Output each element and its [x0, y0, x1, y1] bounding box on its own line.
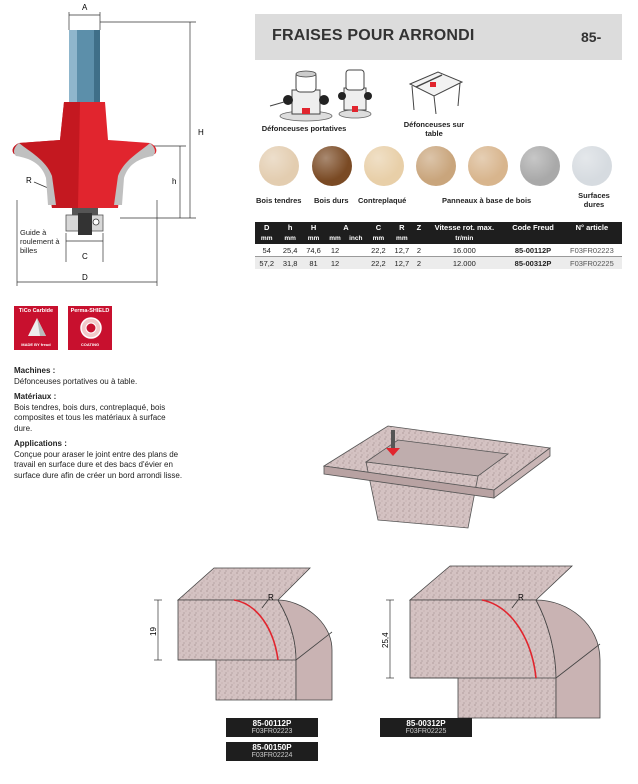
material-swatch-softwood: [259, 146, 299, 186]
table-units-row: [255, 233, 622, 244]
material-swatch-plywood: [364, 146, 404, 186]
dim-h-label: H: [198, 128, 204, 137]
cell: 57,2: [255, 257, 278, 270]
cell: 54: [255, 244, 278, 257]
cell: 16.000: [424, 244, 504, 257]
material-label-panels: Panneaux à base de bois: [442, 196, 532, 205]
cell: [345, 244, 367, 257]
profile-2-radius-label: R: [518, 593, 524, 602]
col-header-c: C: [367, 222, 390, 233]
unit-cell: mm: [302, 233, 325, 244]
col-header-z: Z: [414, 222, 425, 233]
router-table-icon: [404, 66, 464, 116]
cell: [345, 257, 367, 270]
page-title: FRAISES POUR ARRONDI: [272, 27, 475, 44]
table-row: [255, 257, 622, 270]
cell: 25,4: [278, 244, 301, 257]
dim-a-label: A: [82, 3, 88, 12]
material-label-plywood: Contreplaqué: [358, 196, 407, 205]
bearing-guide-label: Guide à roulement à billes: [20, 228, 60, 255]
article-number: F03FR02225: [405, 728, 447, 735]
router-bit-diagram: [0, 0, 250, 300]
machines-text: Défonceuses portatives ou à table.: [14, 376, 138, 386]
carbide-tip-icon: [26, 316, 48, 340]
cell: 12: [325, 257, 345, 270]
col-header-h: h: [278, 222, 301, 233]
unit-cell: mm: [367, 233, 390, 244]
profile-1-code-box-a: [226, 718, 318, 737]
info-section: [14, 366, 184, 481]
unit-cell: [562, 233, 622, 244]
coating-shield-icon: [79, 316, 103, 340]
material-swatch-solid-surface: [572, 146, 612, 186]
materials-text: Bois tendres, bois durs, contreplaqué, bois composites et tous les matériaux à surface dure.: [14, 402, 166, 433]
dim-c-label: C: [82, 252, 88, 261]
profile-1-radius-label: R: [268, 593, 274, 602]
product-code: 85-00150P: [252, 743, 292, 752]
applications-text: Conçue pour araser le joint entre des plans de travail en surface dure et des bacs d'évier en surface dure afin de créer un bord arrondi lisse.: [14, 449, 183, 480]
page-code: 85-: [581, 29, 602, 45]
spec-table: [255, 222, 622, 269]
cell: 12.000: [424, 257, 504, 270]
material-label-solid-surface: Surfaces dures: [578, 191, 610, 209]
machine-label-table: Défonceuses sur table: [403, 120, 465, 138]
profile-illustration-2: [372, 560, 612, 722]
material-swatch-hardwood: [312, 146, 352, 186]
cell: 81: [302, 257, 325, 270]
article-number: F03FR02224: [251, 752, 293, 759]
material-label-softwood: Bois tendres: [256, 196, 302, 205]
material-label-hardwood: Bois durs: [314, 196, 349, 205]
unit-cell: tr/min: [424, 233, 504, 244]
col-header-d: D: [255, 222, 278, 233]
col-header-code: Code Freud: [504, 222, 561, 233]
article-number: F03FR02223: [251, 728, 293, 735]
badge-subtitle: MADE BY freud: [21, 342, 51, 347]
dim-d-label: D: [82, 273, 88, 282]
col-header-speed: Vitesse rot. max.: [424, 222, 504, 233]
cell: 2: [414, 244, 425, 257]
material-swatch-laminate: [520, 146, 560, 186]
cell: 74,6: [302, 244, 325, 257]
product-code: 85-00112P: [252, 719, 292, 728]
machines-heading: Machines :: [14, 366, 56, 375]
cell-code: 85-00312P: [504, 257, 561, 270]
unit-cell: mm: [325, 233, 345, 244]
cell: 31,8: [278, 257, 301, 270]
applications-heading: Applications :: [14, 439, 67, 448]
cell: 12,7: [390, 257, 413, 270]
cell: 12: [325, 244, 345, 257]
col-header-article: N° article: [562, 222, 622, 233]
unit-cell: inch: [345, 233, 367, 244]
sink-application-illustration: [318, 420, 558, 532]
unit-cell: [504, 233, 561, 244]
cell: 2: [414, 257, 425, 270]
profile-1-code-box-b: [226, 742, 318, 761]
unit-cell: mm: [255, 233, 278, 244]
unit-cell: mm: [278, 233, 301, 244]
unit-cell: mm: [390, 233, 413, 244]
machine-label-portable: Défonceuses portatives: [261, 124, 347, 133]
cell-article: F03FR02225: [562, 257, 622, 270]
col-header-r: R: [390, 222, 413, 233]
material-swatch-mdf: [468, 146, 508, 186]
cell-code: 85-00112P: [504, 244, 561, 257]
col-header-big-h: H: [302, 222, 325, 233]
dim-r-label: R: [26, 176, 32, 185]
unit-cell: [414, 233, 425, 244]
col-header-a: A: [325, 222, 366, 233]
profile-illustration-1: [140, 560, 352, 718]
cell: 12,7: [390, 244, 413, 257]
table-row: [255, 244, 622, 257]
perma-shield-badge: [68, 306, 112, 350]
tico-carbide-badge: [14, 306, 58, 350]
materials-heading: Matériaux :: [14, 392, 57, 401]
cell: 22,2: [367, 257, 390, 270]
badge-subtitle: COATING: [80, 342, 100, 347]
dim-small-h-label: h: [172, 177, 177, 186]
material-swatch-particleboard: [416, 146, 456, 186]
table-header-row: [255, 222, 622, 233]
badge-title: Perma-SHIELD: [70, 308, 110, 314]
product-code: 85-00312P: [406, 719, 446, 728]
profile-2-code-box: [380, 718, 472, 737]
profile-1-dimension: 19: [149, 627, 158, 636]
cell-article: F03FR02223: [562, 244, 622, 257]
badge-title: TiCo Carbide: [18, 308, 54, 314]
cell: 22,2: [367, 244, 390, 257]
portable-router-icon: [262, 66, 342, 122]
profile-2-dimension: 25,4: [381, 632, 390, 648]
portable-router-icon-2: [332, 66, 376, 122]
